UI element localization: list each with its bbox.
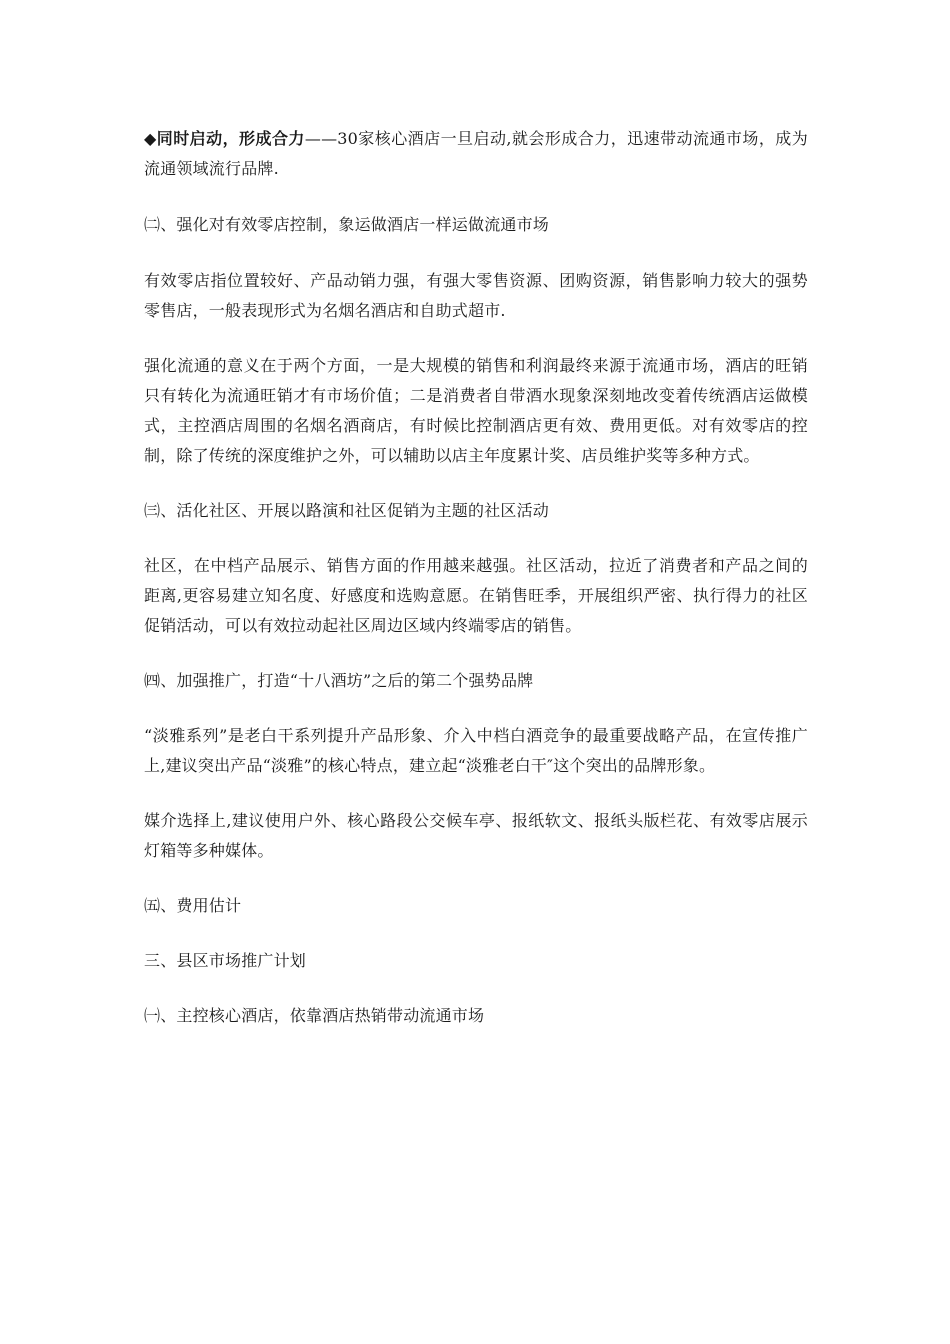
document-body: [144, 124, 808, 1031]
heading-core-hotels: ㈠、主控核心酒店，依靠酒店热销带动流通市场: [144, 1006, 485, 1025]
paragraph-danya-series: “淡雅系列”是老白干系列提升产品形象、介入中档白酒竞争的最重要战略产品，在宣传推广上,建议突出产品“淡雅”的核心特点，建立起“淡雅老白干″这个突出的品牌形象。: [144, 726, 808, 775]
paragraph-strengthen-circulation: 强化流通的意义在于两个方面，一是大规模的销售和利润最终来源于流通市场，酒店的旺销只有转化为流通旺销才有市场价值；二是消费者自带酒水现象深刻地改变着传统酒店运做模式，主控酒店周围的名烟名酒商店，有时候比控制酒店更有效、费用更低。对有效零店的控制，除了传统的深度维护之外，可以辅助以店主年度累计奖、店员维护奖等多种方式。: [144, 356, 808, 465]
paragraph-community: 社区，在中档产品展示、销售方面的作用越来越强。社区活动，拉近了消费者和产品之间的距离,更容易建立知名度、好感度和选购意愿。在销售旺季，开展组织严密、执行得力的社区促销活动，可以有效拉动起社区周边区域内终端零店的销售。: [144, 556, 808, 635]
heading-retail-control: ㈡、强化对有效零店控制，象运做酒店一样运做流通市场: [144, 215, 550, 234]
diamond-bullet-icon: ◆: [144, 129, 157, 148]
bold-lead-text: 同时启动，形成合力: [156, 129, 305, 148]
paragraph-effective-retail: 有效零店指位置较好、产品动销力强，有强大零售资源、团购资源，销售影响力较大的强势零售店，一般表现形式为名烟名酒店和自助式超市.: [144, 271, 808, 320]
heading-community-activity: ㈢、活化社区、开展以路演和社区促销为主题的社区活动: [144, 501, 550, 520]
section-heading-county-plan: 三、县区市场推广计划: [144, 951, 307, 970]
heading-cost-estimate: ㈤、费用估计: [144, 896, 242, 915]
paragraph-media-selection: 媒介选择上,建议使用户外、核心路段公交候车亭、报纸软文、报纸头版栏花、有效零店展示灯箱等多种媒体。: [144, 811, 808, 860]
heading-brand-promotion: ㈣、加强推广，打造“十八酒坊”之后的第二个强势品牌: [144, 671, 534, 690]
paragraph-text: ——30家核心酒店一旦启动,就会形成合力，迅速带动流通市场，成为流通领域流行品牌.: [144, 129, 808, 178]
paragraph-synergy: [144, 124, 808, 184]
